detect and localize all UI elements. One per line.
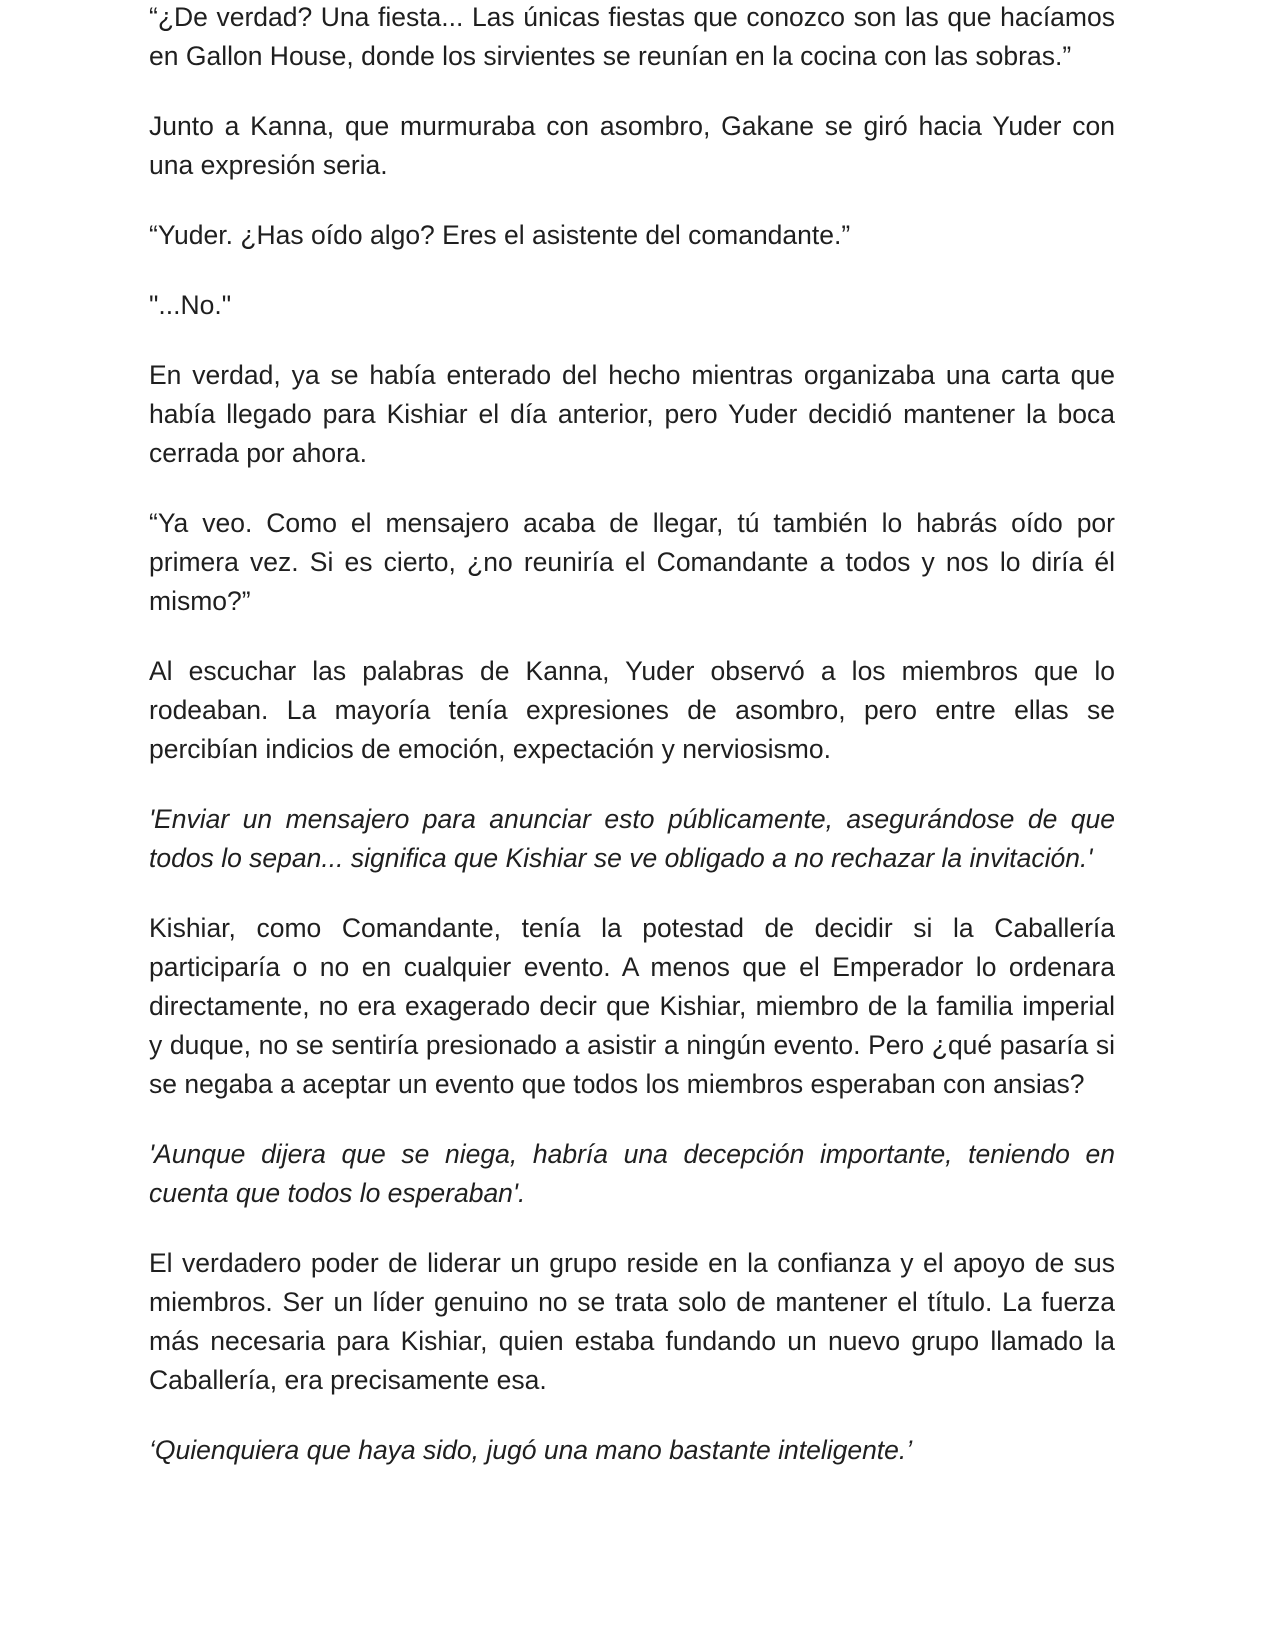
paragraph: “Yuder. ¿Has oído algo? Eres el asistente del comandante.” bbox=[149, 220, 851, 250]
paragraph: Al escuchar las palabras de Kanna, Yuder observó a los miembros que lo rodeaban. La mayoría tenía expresiones de asombro, pero entre ellas se percibían indicios de emoción, expectación y nerviosismo. bbox=[149, 656, 1115, 764]
document-page bbox=[149, 0, 1115, 1501]
paragraph: “¿De verdad? Una fiesta... Las únicas fiestas que conozco son las que hacíamos en Gallon House, donde los sirvientes se reunían en la cocina con las sobras.” bbox=[149, 2, 1115, 71]
paragraph: Junto a Kanna, que murmuraba con asombro, Gakane se giró hacia Yuder con una expresión seria. bbox=[149, 111, 1115, 180]
paragraph: "...No." bbox=[149, 290, 232, 320]
paragraph: El verdadero poder de liderar un grupo reside en la confianza y el apoyo de sus miembros. Ser un líder genuino no se trata solo de mantener el título. La fuerza más necesaria para Kishiar, quien estaba fundando un nuevo grupo llamado la Caballería, era precisamente esa. bbox=[149, 1248, 1115, 1395]
paragraph-thought: 'Enviar un mensajero para anunciar esto públicamente, asegurándose de que todos lo sepan... significa que Kishiar se ve obligado a no rechazar la invitación.' bbox=[149, 804, 1115, 873]
paragraph: En verdad, ya se había enterado del hecho mientras organizaba una carta que había llegado para Kishiar el día anterior, pero Yuder decidió mantener la boca cerrada por ahora. bbox=[149, 360, 1115, 468]
paragraph: “Ya veo. Como el mensajero acaba de llegar, tú también lo habrás oído por primera vez. Si es cierto, ¿no reuniría el Comandante a todos y nos lo diría él mismo?” bbox=[149, 508, 1115, 616]
paragraph-thought: 'Aunque dijera que se niega, habría una decepción importante, teniendo en cuenta que todos lo esperaban'. bbox=[149, 1139, 1115, 1208]
paragraph-thought: ‘Quienquiera que haya sido, jugó una mano bastante inteligente.’ bbox=[149, 1435, 913, 1465]
paragraph: Kishiar, como Comandante, tenía la potestad de decidir si la Caballería participaría o no en cualquier evento. A menos que el Emperador lo ordenara directamente, no era exagerado decir que Kishiar, miembro de la familia imperial y duque, no se sentiría presionado a asistir a ningún evento. Pero ¿qué pasaría si se negaba a aceptar un evento que todos los miembros esperaban con ansias? bbox=[149, 913, 1115, 1099]
